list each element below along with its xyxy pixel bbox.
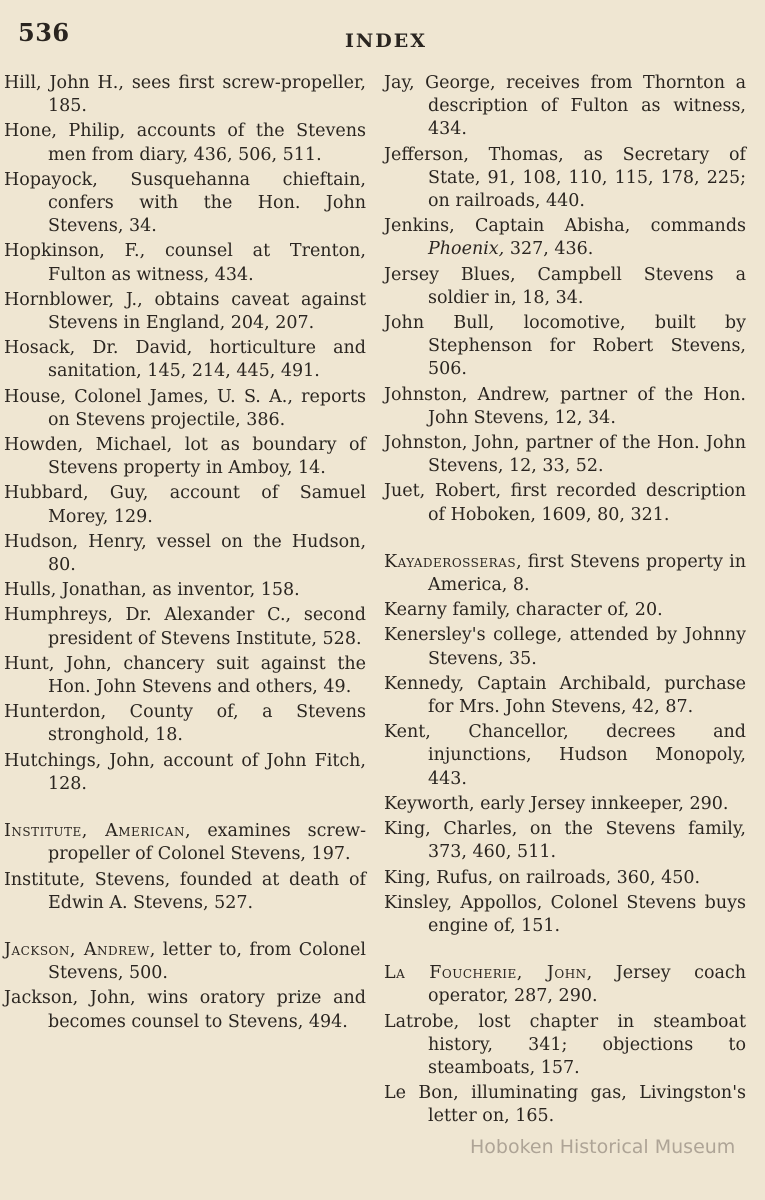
index-headword: Kayaderosseras bbox=[384, 551, 517, 572]
index-entry-detail: , Susquehanna chieftain, confers with the Hon. John Stevens, 34. bbox=[48, 169, 366, 237]
index-entry-detail: , obtains caveat against Stevens in England, 204, 207. bbox=[48, 289, 366, 334]
index-entry bbox=[384, 721, 746, 791]
index-headword: Hutchings, John bbox=[4, 750, 150, 771]
index-headword: Institute, American bbox=[4, 821, 185, 842]
index-headword: Hulls, Jonathan bbox=[4, 580, 142, 601]
index-entry bbox=[384, 215, 746, 261]
index-entry bbox=[4, 820, 366, 866]
index-entry bbox=[384, 673, 746, 719]
index-entry-detail: , founded at death of Edwin A. Stevens, 527. bbox=[48, 869, 367, 913]
index-entry bbox=[384, 892, 746, 938]
index-entry-detail: , Campbell Stevens a soldier in, 18, 34. bbox=[428, 264, 746, 308]
index-entry-detail: , vessel on the Hudson, 80. bbox=[48, 531, 367, 576]
index-entry bbox=[4, 72, 366, 118]
index-headword: Humphreys, Dr. Alexander C. bbox=[4, 605, 286, 626]
index-entry-detail: , accounts of the Stevens men from diary, 436, 506, 511. bbox=[48, 121, 366, 165]
index-column-left bbox=[4, 72, 366, 1036]
index-entry-detail: , character of, 20. bbox=[504, 600, 663, 621]
index-entry-detail: , on the Stevens family, 373, 460, 511. bbox=[428, 819, 746, 863]
index-entry-detail: , letter to, from Colonel Stevens, 500. bbox=[48, 939, 366, 984]
index-entry bbox=[384, 312, 746, 382]
index-entry-detail: , Jersey coach operator, 287, 290. bbox=[428, 963, 746, 1007]
index-headword: Hopkinson, F. bbox=[4, 241, 140, 262]
index-entry-italic: Phoenix, bbox=[428, 239, 505, 260]
index-entry-detail: , as Secretary of State, 91, 108, 110, 115, 178, 225; on railroads, 440. bbox=[428, 144, 747, 212]
index-entry bbox=[384, 1082, 746, 1128]
index-headword: Jenkins, Captain Abisha bbox=[384, 216, 625, 237]
index-entry-detail: , illuminating gas, Livingston's letter on, 165. bbox=[428, 1083, 746, 1127]
index-entry-detail: , examines screw-propeller of Colonel Stevens, 197. bbox=[48, 821, 366, 865]
index-headword: Hill, John H. bbox=[4, 73, 119, 93]
index-entry-detail: , account of John Fitch, 128. bbox=[48, 750, 366, 794]
index-entry bbox=[4, 120, 366, 166]
index-entry-detail: , horticulture and sanitation, 145, 214, 445, 491. bbox=[48, 338, 366, 382]
index-entry-detail: , commands bbox=[624, 216, 747, 237]
index-entry-detail: , Colonel Stevens buys engine of, 151. bbox=[428, 892, 746, 936]
index-entry bbox=[4, 434, 366, 480]
index-entry bbox=[4, 289, 366, 335]
index-headword: Hornblower, J. bbox=[4, 289, 138, 310]
index-entry bbox=[4, 604, 366, 650]
index-entry bbox=[384, 264, 746, 310]
index-headword: John Bull bbox=[384, 313, 489, 334]
index-entry-detail: , account of Samuel Morey, 129. bbox=[48, 483, 366, 527]
index-entry-detail: , lot as boundary of Stevens property in Amboy, 14. bbox=[48, 435, 366, 479]
index-headword: Kenersley's college bbox=[384, 625, 557, 646]
index-headword: Keyworth bbox=[384, 793, 470, 814]
index-entry-detail: , second president of Stevens Institute, 528. bbox=[48, 605, 366, 649]
index-entry bbox=[4, 987, 366, 1033]
index-entry bbox=[4, 653, 366, 699]
index-entry bbox=[4, 240, 366, 286]
page-header: INDEX bbox=[345, 30, 427, 52]
index-entry bbox=[384, 599, 746, 622]
index-entry bbox=[384, 624, 746, 670]
index-entry-detail: 327, 436. bbox=[504, 239, 594, 260]
index-entry-detail: , partner of the Hon. John Stevens, 12, 33, 52. bbox=[428, 433, 746, 477]
index-entry bbox=[384, 432, 746, 478]
index-entry-detail: , sees first screw-propeller, 185. bbox=[48, 73, 366, 117]
index-entry bbox=[4, 169, 366, 239]
index-headword: Hunt, John bbox=[4, 653, 107, 674]
index-entry-detail: , reports on Stevens projectile, 386. bbox=[48, 386, 367, 430]
index-headword: House, Colonel James, U. S. A. bbox=[4, 386, 288, 407]
index-headword: Kearny family bbox=[384, 600, 505, 621]
index-headword: Hubbard, Guy bbox=[4, 483, 143, 504]
index-entry bbox=[384, 551, 746, 597]
index-entry-detail: , early Jersey innkeeper, 290. bbox=[469, 793, 729, 814]
index-headword: Johnston, Andrew bbox=[384, 384, 545, 405]
index-headword: Johnston, John bbox=[384, 433, 514, 454]
index-headword: King, Rufus bbox=[384, 867, 488, 888]
page-number: 536 bbox=[18, 18, 70, 47]
index-entry bbox=[384, 793, 746, 816]
index-headword: Jersey Blues bbox=[384, 264, 510, 285]
index-entry bbox=[384, 384, 746, 430]
index-entry-detail: , receives from Thornton a description of Fulton as witness, 434. bbox=[428, 73, 747, 140]
index-headword: Jackson, Andrew bbox=[4, 939, 150, 960]
index-entry-detail: , decrees and injunctions, Hudson Monopoly, 443. bbox=[428, 722, 747, 789]
index-entry-detail: , first Stevens property in America, 8. bbox=[428, 551, 746, 596]
index-entry-detail: , partner of the Hon. John Stevens, 12, 34. bbox=[428, 384, 746, 428]
index-entry bbox=[4, 939, 366, 985]
index-entry bbox=[384, 144, 746, 214]
index-entry bbox=[384, 1011, 746, 1081]
index-headword: Hudson, Henry bbox=[4, 531, 142, 552]
index-entry-detail: , counsel at Trenton, Fulton as witness, 434. bbox=[48, 241, 366, 285]
index-entry-detail: , purchase for Mrs. John Stevens, 42, 87. bbox=[428, 673, 746, 718]
index-headword: Hosack, Dr. David bbox=[4, 338, 187, 359]
index-headword: Kinsley, Appollos bbox=[384, 892, 537, 913]
index-entry-detail: , wins oratory prize and becomes counsel to Stevens, 494. bbox=[48, 988, 366, 1032]
index-headword: Hunterdon, County of bbox=[4, 702, 234, 723]
index-entry-detail: , chancery suit against the Hon. John Stevens and others, 49. bbox=[48, 653, 366, 698]
index-headword: Jackson, John bbox=[4, 988, 130, 1009]
index-headword: Hone, Philip bbox=[4, 121, 120, 142]
index-headword: Kennedy, Captain Archibald bbox=[384, 673, 646, 694]
index-headword: Institute, Stevens bbox=[4, 869, 165, 890]
index-entry bbox=[384, 962, 746, 1008]
index-column-right bbox=[384, 72, 746, 1131]
index-entry-detail: , a Stevens stronghold, 18. bbox=[48, 702, 366, 746]
index-headword: Le Bon bbox=[384, 1083, 454, 1104]
index-entry bbox=[384, 867, 746, 890]
index-entry bbox=[384, 818, 746, 864]
index-headword: Jefferson, Thomas bbox=[384, 144, 559, 165]
index-entry bbox=[4, 531, 366, 577]
index-entry bbox=[384, 480, 746, 526]
index-entry bbox=[4, 750, 366, 796]
index-entry bbox=[4, 701, 366, 747]
index-entry bbox=[4, 482, 366, 528]
index-headword: La Foucherie, John bbox=[384, 963, 587, 984]
index-entry bbox=[384, 72, 746, 142]
index-headword: Howden, Michael bbox=[4, 435, 167, 456]
index-headword: Kent, Chancellor bbox=[384, 722, 564, 743]
index-entry-detail: , locomotive, built by Stephenson for Robert Stevens, 506. bbox=[428, 313, 746, 380]
index-headword: Juet, Robert bbox=[384, 481, 496, 502]
index-headword: Jay, George bbox=[384, 73, 490, 93]
index-entry bbox=[4, 337, 366, 383]
index-entry-detail: , as inventor, 158. bbox=[141, 580, 300, 601]
index-headword: Latrobe bbox=[384, 1011, 454, 1032]
index-entry bbox=[4, 579, 366, 602]
watermark: Hoboken Historical Museum bbox=[470, 1136, 736, 1158]
index-entry-detail: , on railroads, 360, 450. bbox=[487, 867, 701, 888]
index-entry bbox=[4, 386, 366, 432]
index-entry-detail: , first recorded description of Hoboken, 1609, 80, 321. bbox=[428, 481, 746, 525]
index-entry bbox=[4, 869, 366, 915]
index-entry-detail: , lost chapter in steamboat history, 341; objections to steamboats, 157. bbox=[428, 1011, 746, 1078]
index-entry-detail: , attended by Johnny Stevens, 35. bbox=[428, 625, 746, 669]
index-headword: Hopayock bbox=[4, 169, 93, 190]
index-headword: King, Charles bbox=[384, 819, 512, 840]
